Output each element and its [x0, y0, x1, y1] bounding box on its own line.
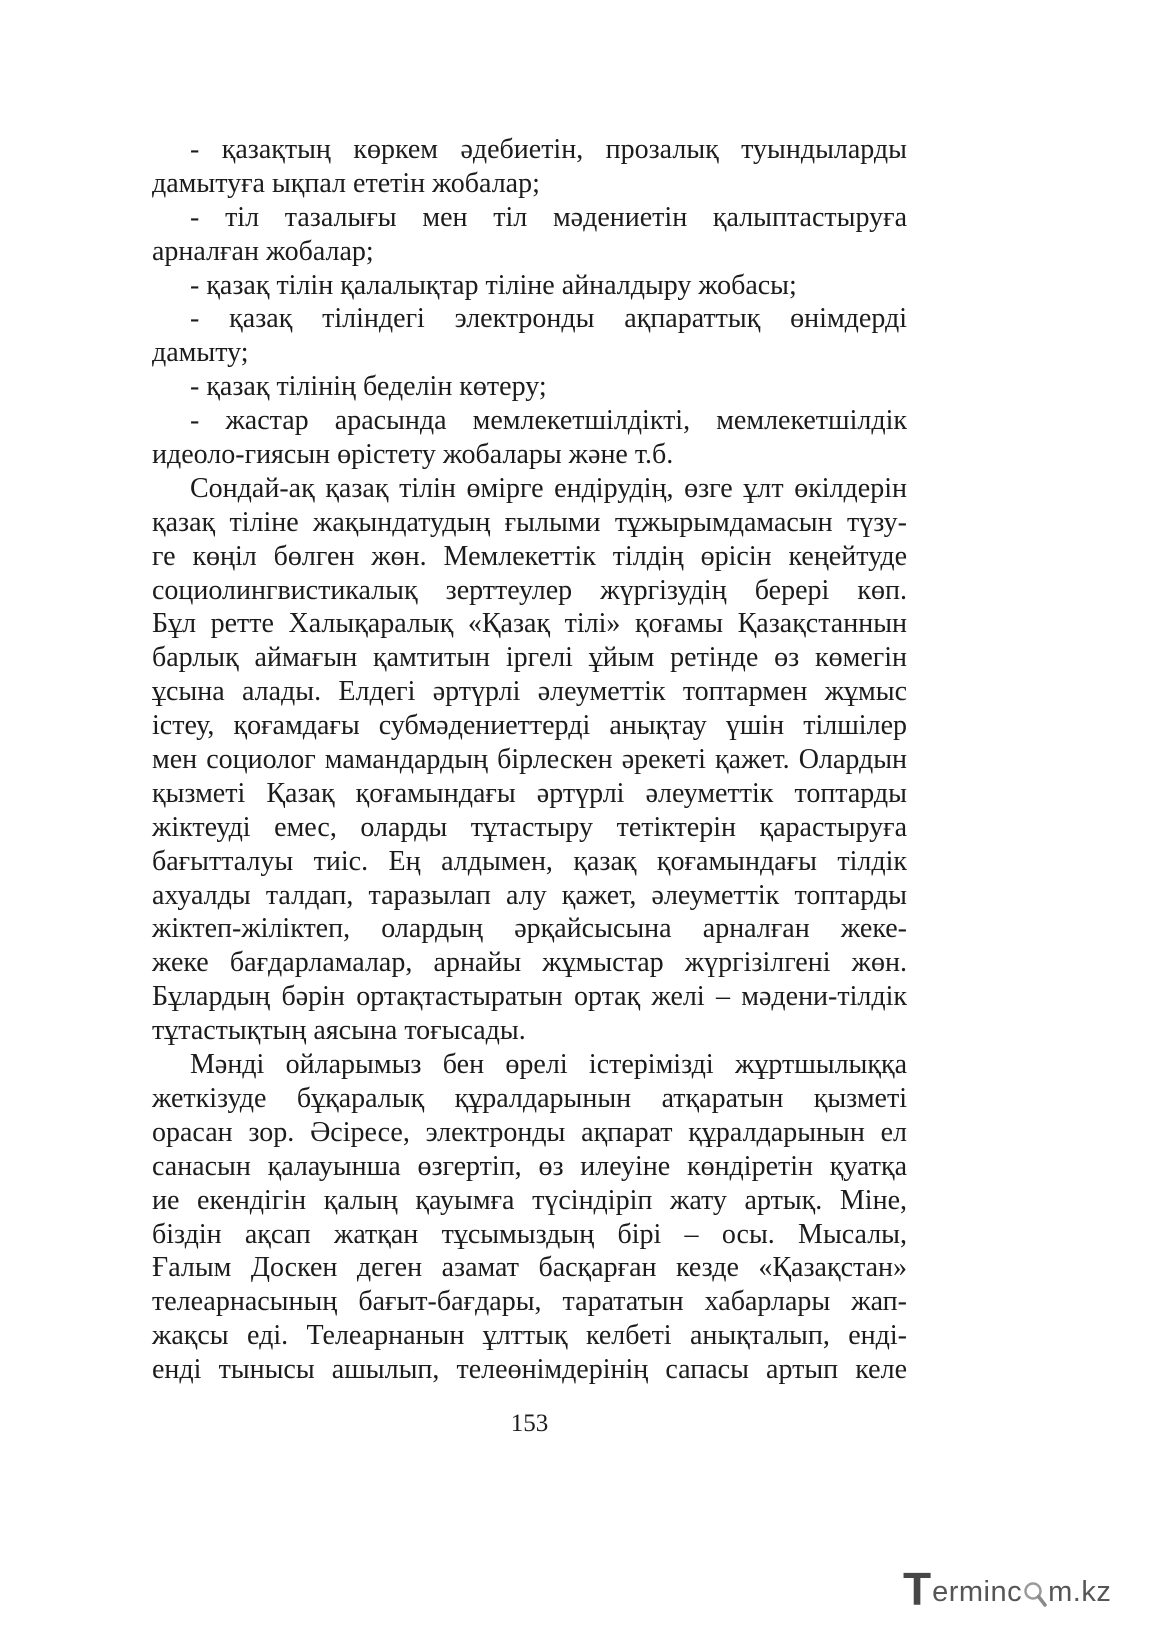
text-line: санасын қалауынша өзгертіп, өз илеуіне көндіретін қуатқа: [152, 1150, 907, 1182]
text-line: Сондай-ақ қазақ тілін өмірге ендірудің, өзге ұлт өкілдерін: [190, 472, 907, 504]
text-line: телеарнасының бағыт-бағдары, тарататын хабарлары жап-: [152, 1286, 907, 1318]
text-line: ге көңіл бөлген жөн. Мемлекеттік тілдің өрісін кеңейтуде: [152, 540, 907, 572]
text-line: Бұл ретте Халықаралық «Қазақ тілі» қоғамы Қазақстаннын: [152, 608, 907, 640]
text-line: - қазақ тілін қалалықтар тіліне айналдыру жобасы;: [190, 269, 797, 301]
text-line: дамытуға ықпал ететін жобалар;: [152, 167, 540, 199]
text-line: ұсына алады. Елдегі әртүрлі әлеуметтік топтармен жұмыс: [152, 676, 907, 708]
paragraph: [152, 133, 907, 201]
text-line: идеоло-гиясын өрістету жобалары және т.б.: [152, 439, 674, 471]
paragraph: [152, 1048, 907, 1387]
text-line: ие екендігін қалың қауымға түсіндіріп жату артық. Міне,: [152, 1184, 907, 1216]
text-line: істеу, қоғамдағы субмәдениеттерді анықтау үшін тілшілер: [152, 710, 907, 742]
text-line: - қазақ тіліндегі электронды ақпараттық өнімдерді: [190, 303, 907, 335]
paragraph: [152, 302, 907, 370]
text-line: дамыту;: [152, 337, 249, 369]
text-line: енді тынысы ашылып, телеөнімдерінің сапасы артып келе: [152, 1354, 907, 1386]
text-line: жеткізуде бұқаралық құралдарынын атқаратын қызметі: [152, 1082, 907, 1114]
text-line: жеке бағдарламалар, арнайы жұмыстар жүргізілгені жөн.: [152, 947, 907, 979]
magnifier-icon: [1023, 1581, 1047, 1607]
text-line: қазақ тіліне жақындатудың ғылыми тұжырымдамасын түзу-: [152, 506, 907, 538]
text-line: Бұлардың бәрін ортақтастыратын ортақ желі – мәдени-тілдік: [152, 981, 907, 1013]
text-line: жіктеуді емес, оларды тұтастыру тетіктерін қарастыруға: [152, 811, 907, 843]
text-line: Ғалым Доскен деген азамат басқарған кезде «Қазақстан»: [152, 1252, 907, 1284]
text-line: орасан зор. Әсіресе, электронды ақпарат құралдарынын ел: [152, 1116, 907, 1148]
text-line: біздін ақсап жатқан тұсымыздың бірі – осы. Мысалы,: [152, 1218, 907, 1250]
watermark-text-start: erminc: [932, 1576, 1023, 1608]
text-line: ахуалды талдап, таразылап алу қажет, әлеуметтік топтарды: [152, 879, 907, 911]
text-line: тұтастықтың аясына тоғысады.: [152, 1015, 526, 1047]
site-watermark[interactable]: [903, 1563, 1112, 1615]
text-line: арналған жобалар;: [152, 235, 374, 267]
watermark-text-end: m.kz: [1048, 1576, 1112, 1608]
text-line: - қазақ тілінің беделін көтеру;: [190, 371, 547, 403]
text-line: қызметі Қазақ қоғамындағы әртүрлі әлеуметтік топтарды: [152, 777, 907, 809]
text-line: - жастар арасында мемлекетшілдікті, мемлекетшілдік: [190, 405, 907, 437]
paragraph: [152, 404, 907, 472]
text-line: бағытталуы тиіс. Ең алдымен, қазақ қоғамындағы тілдік: [152, 845, 907, 877]
page-number: 153: [510, 1410, 549, 1437]
watermark-initial: T: [903, 1563, 932, 1615]
text-line: жіктеп-жіліктеп, олардың әрқайсысына арналған жеке-: [152, 913, 907, 945]
paragraph: [152, 370, 907, 404]
paragraph: [152, 472, 907, 1048]
text-line: барлық аймағын қамтитын іргелі ұйым ретінде өз көмегін: [152, 642, 907, 674]
text-line: социолингвистикалық зерттеулер жүргізудің берері көп.: [152, 574, 908, 606]
text-line: Мәнді ойларымыз бен өрелі істерімізді жұртшылыққа: [190, 1049, 907, 1081]
text-line: - тіл тазалығы мен тіл мәдениетін қалыптастыруға: [190, 201, 907, 233]
text-line: мен социолог мамандардың бірлескен әрекеті қажет. Олардын: [152, 744, 907, 776]
body-text: [152, 133, 907, 1387]
paragraph: [152, 201, 907, 269]
paragraph: [152, 269, 907, 303]
text-line: - қазақтың көркем әдебиетін, прозалық туындыларды: [190, 134, 907, 165]
text-line: жақсы еді. Телеарнанын ұлттық келбеті анықталып, енді-: [152, 1320, 907, 1352]
